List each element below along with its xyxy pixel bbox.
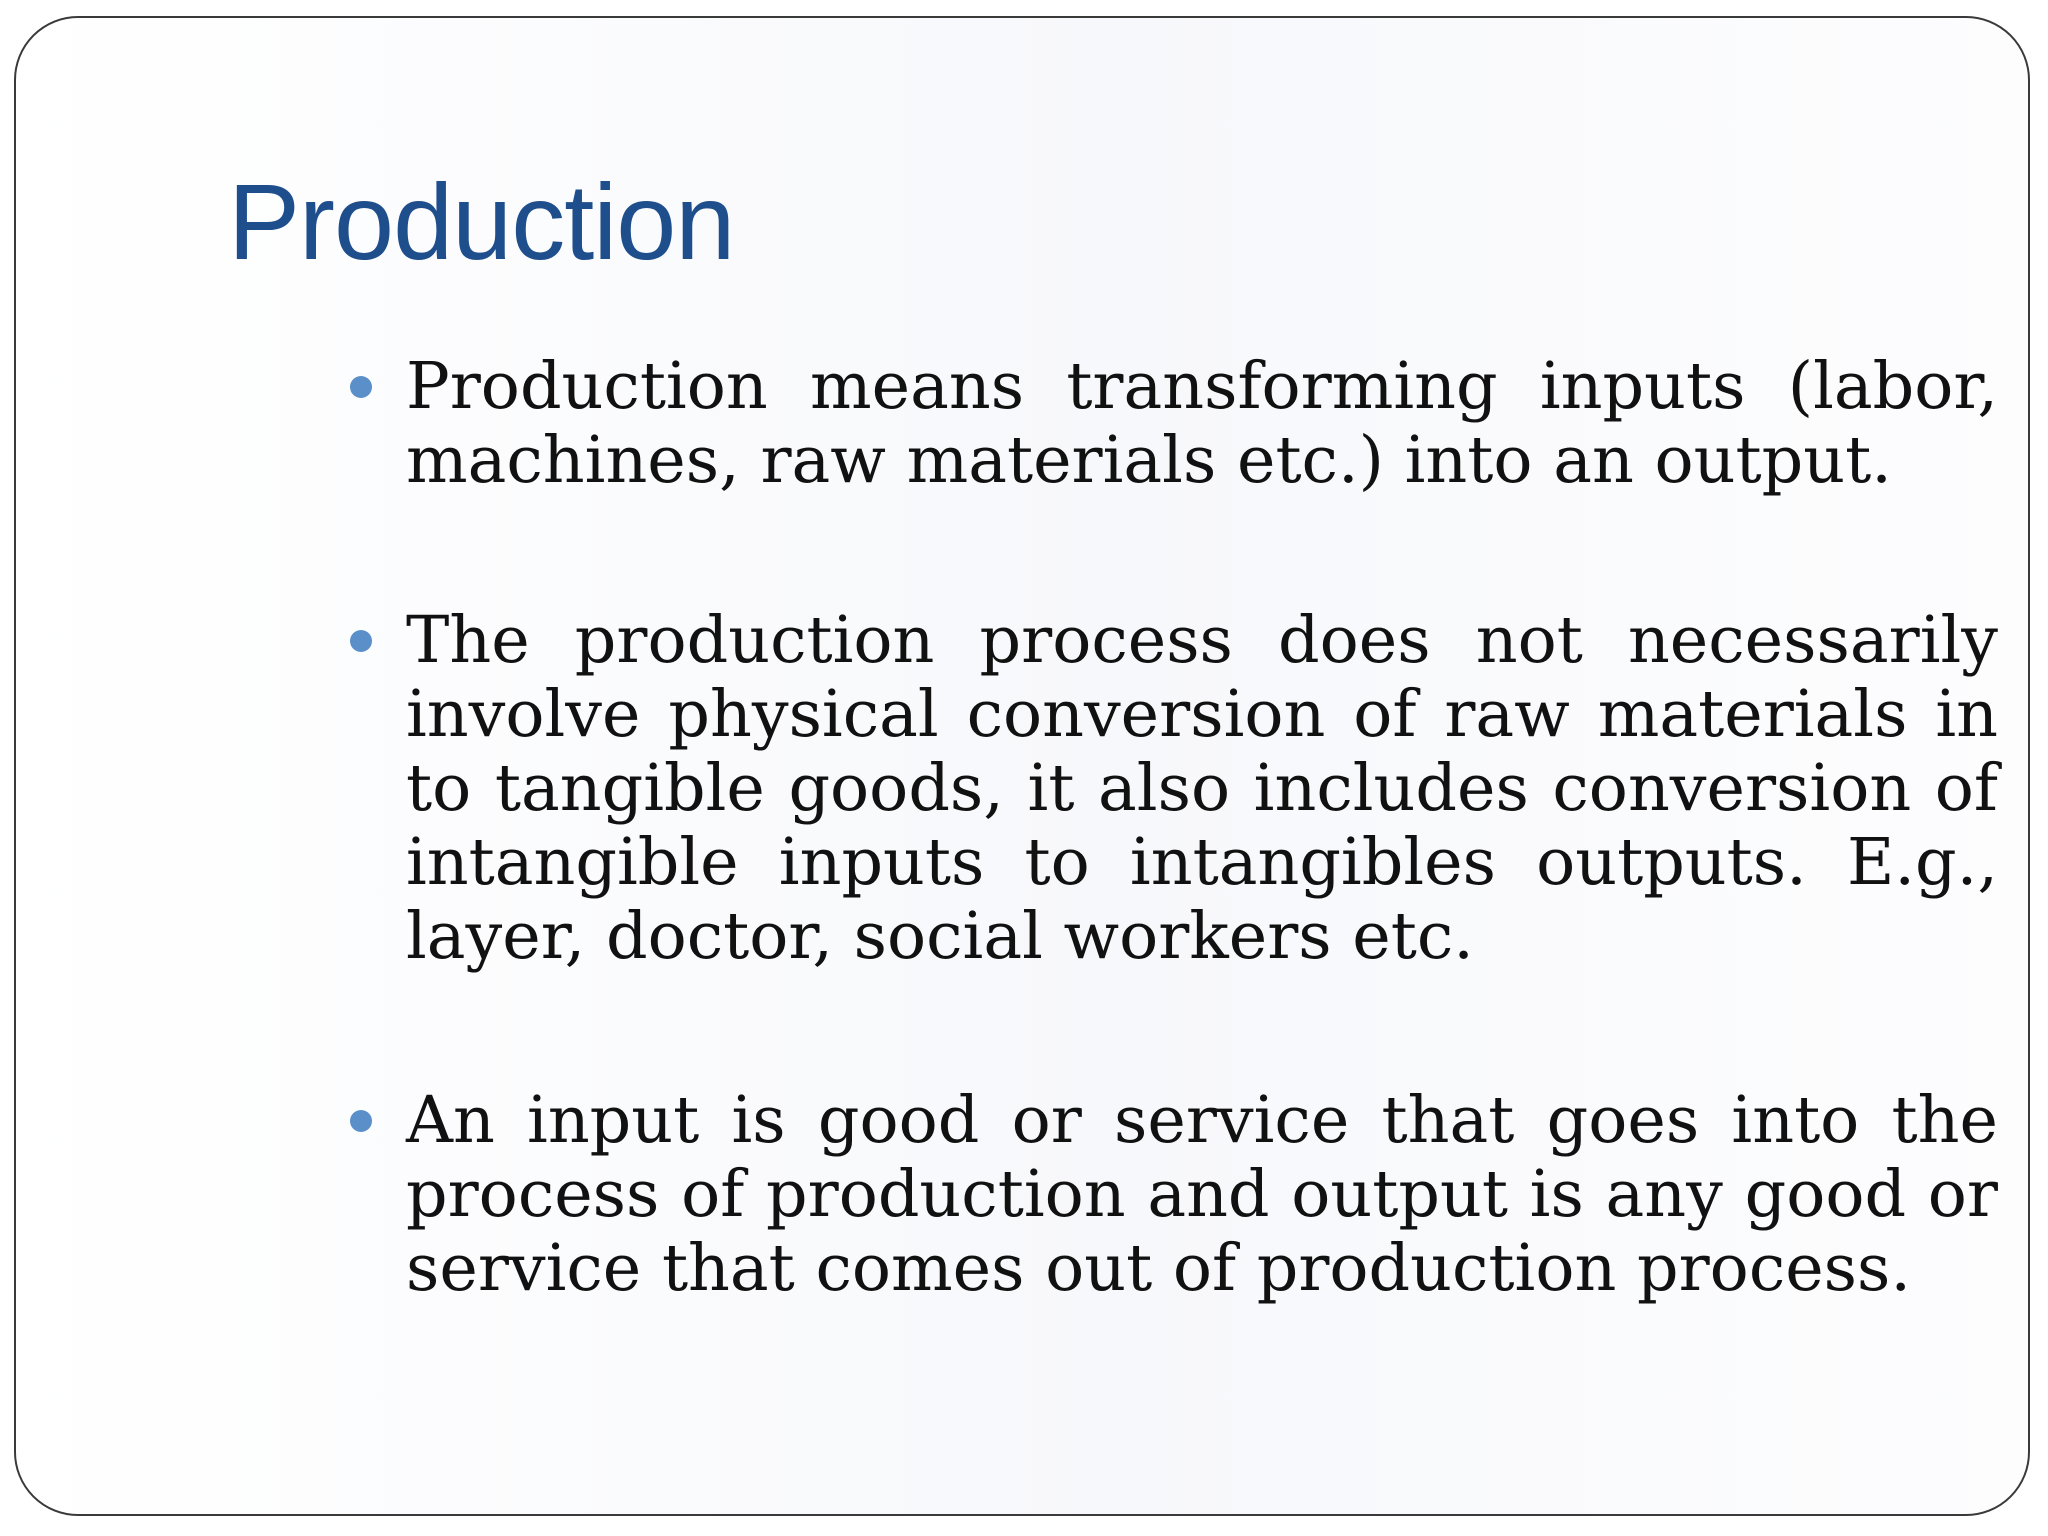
bullet-dot-icon (350, 630, 372, 652)
bullet-text: An input is good or service that goes into the process of production and output is any good or service that comes out of production process. (406, 1083, 1998, 1306)
bullet-text: Production means transforming inputs (labor, machines, raw materials etc.) into an output. (406, 349, 1998, 498)
bullet-item (406, 604, 1998, 974)
slide-title: Production (228, 161, 735, 282)
bullet-list (16, 18, 2028, 1514)
slide-frame (14, 16, 2030, 1516)
bullet-item (406, 350, 1998, 498)
bullet-dot-icon (350, 376, 372, 398)
bullet-text: The production process does not necessarily involve physical conversion of raw materials in to tangible goods, it also includes conversion of intangible inputs to intangibles outputs. E.g., layer, doctor, social workers etc. (406, 603, 1998, 974)
bullet-item (406, 1084, 1998, 1306)
bullet-dot-icon (350, 1110, 372, 1132)
